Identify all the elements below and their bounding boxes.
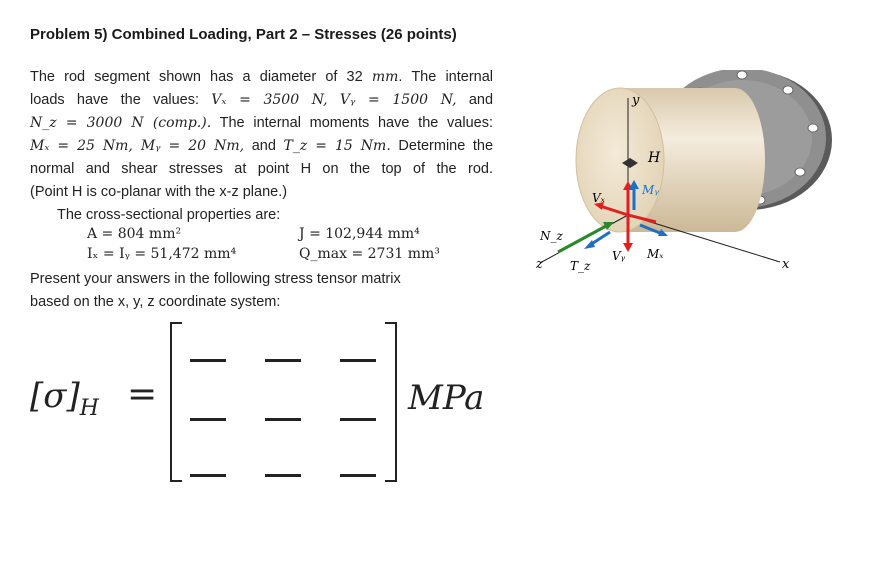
instructions-line-2: based on the x, y, z coordinate system:: [30, 294, 281, 310]
rod-figure: [530, 70, 870, 300]
answer-blank-33[interactable]: [340, 474, 376, 477]
statement-line-3: N_z = 3000 N (comp.). The internal moments have the values:: [30, 115, 493, 131]
answer-blank-21[interactable]: [190, 418, 226, 421]
statement-line-5: normal and shear stresses at point H on the top of the rod.: [30, 161, 493, 177]
problem-statement: [30, 66, 493, 227]
answer-blank-12[interactable]: [265, 359, 301, 362]
tz-label: T_z: [570, 259, 591, 273]
answer-blank-23[interactable]: [340, 418, 376, 421]
answer-blank-31[interactable]: [190, 474, 226, 477]
mx-label: Mₓ: [647, 247, 664, 261]
vx-label: Vₓ: [592, 191, 605, 205]
nz-label: N_z: [540, 229, 563, 243]
qmax-property: Q_max = 2731 mm³: [299, 246, 440, 262]
my-label: Mᵧ: [642, 183, 659, 197]
statement-line-2: loads have the values: Vₓ = 3500 N, Vᵧ = 1500 N, and: [30, 92, 494, 108]
matrix-lhs: $[\sigma]_H$: [30, 376, 99, 421]
answer-blank-11[interactable]: [190, 359, 226, 362]
statement-line-1: The rod segment shown has a diameter of 32 mm. The internal: [30, 69, 493, 85]
area-property: A = 804 mm²: [87, 226, 182, 242]
z-axis-label: z: [536, 257, 543, 272]
properties-heading: The cross-sectional properties are:: [57, 207, 281, 223]
problem-title: Problem 5) Combined Loading, Part 2 – Stresses (26 points): [30, 26, 457, 43]
answer-blank-13[interactable]: [340, 359, 376, 362]
point-h-label: H: [648, 150, 661, 166]
matrix-right-bracket: [385, 322, 397, 482]
answer-blank-22[interactable]: [265, 418, 301, 421]
instructions-line-1: Present your answers in the following stress tensor matrix: [30, 271, 401, 287]
inertia-property: Iₓ = Iᵧ = 51,472 mm⁴: [87, 246, 237, 262]
statement-line-6: (Point H is co-planar with the x-z plane.): [30, 184, 288, 200]
x-axis-label: x: [782, 257, 790, 272]
polar-moment-property: J = 102,944 mm⁴: [299, 226, 420, 242]
y-axis-label: y: [632, 93, 640, 108]
answer-blank-32[interactable]: [265, 474, 301, 477]
statement-line-4: Mₓ = 25 Nm, Mᵧ = 20 Nm, and T_z = 15 Nm. Determine the: [30, 138, 494, 154]
matrix-equals: =: [127, 374, 158, 415]
matrix-left-bracket: [170, 322, 182, 482]
vy-label: Vᵧ: [612, 249, 626, 263]
matrix-units: MPa: [408, 378, 485, 418]
instructions: [30, 268, 493, 314]
